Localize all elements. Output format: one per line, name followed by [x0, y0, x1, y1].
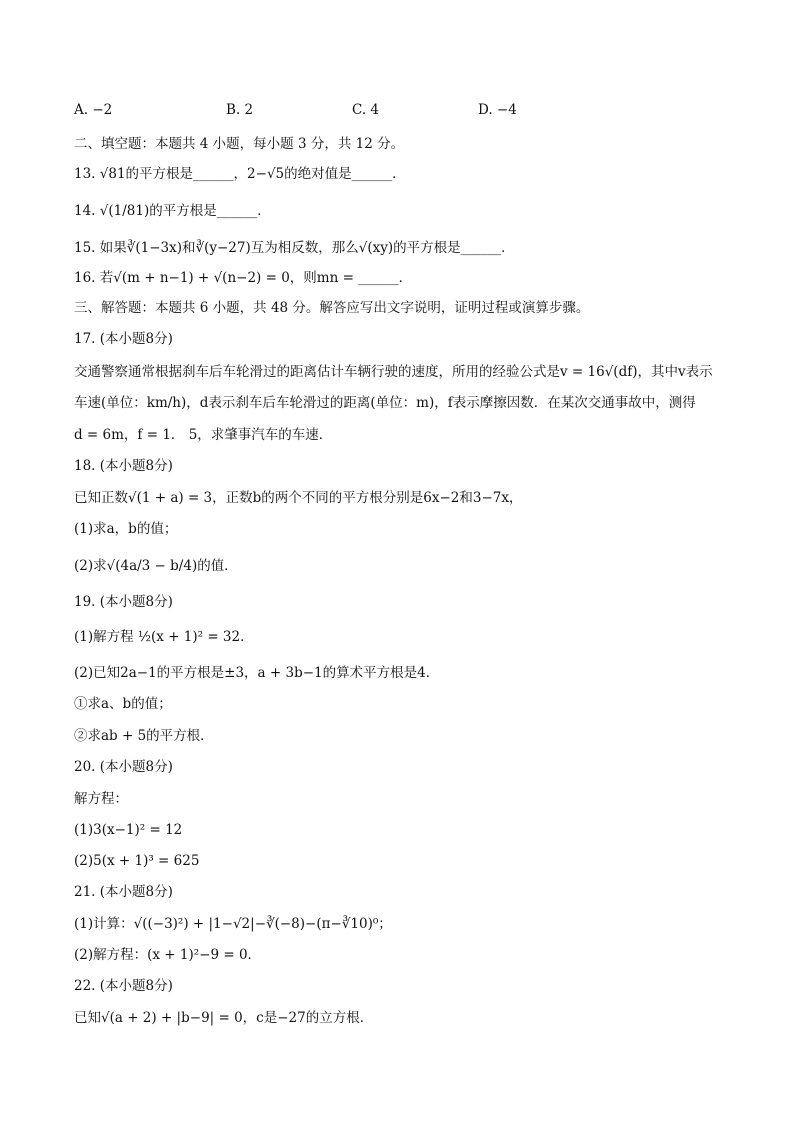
question-21-title: 21. (本小题8分)	[74, 884, 173, 900]
question-22-title: 22. (本小题8分)	[74, 978, 173, 994]
question-19-title: 19. (本小题8分)	[74, 594, 173, 610]
question-20-intro: 解方程：	[74, 791, 128, 807]
question-17-line-1: 交通警察通常根据刹车后车轮滑过的距离估计车辆行驶的速度，所用的经验公式是v = 16√(df)，其中v表示	[74, 364, 713, 380]
question-20-part-2: (2)5(x + 1)³ = 625	[74, 853, 200, 869]
question-16: 16. 若√(m + n−1) + √(n−2) = 0，则mn = ______．	[74, 270, 413, 286]
question-22-line-1: 已知√(a + 2) + |b−9| = 0，c是−27的立方根．	[74, 1010, 374, 1026]
choice-c: C. 4	[352, 102, 380, 118]
choice-b: B. 2	[226, 102, 254, 118]
question-21-part-2: (2)解方程：(x + 1)²−9 = 0．	[74, 947, 262, 963]
question-17-line-3: d = 6m，f = 1． 5，求肇事汽车的车速．	[74, 427, 333, 443]
question-18-line-1: 已知正数√(1 + a) = 3，正数b的两个不同的平方根分别是6x−2和3−7x，	[74, 490, 523, 506]
question-18-title: 18. (本小题8分)	[74, 458, 173, 474]
question-17-line-2: 车速(单位：km/h)，d表示刹车后车轮滑过的距离(单位：m)，f表示摩擦因数．在某次交通事故中，测得	[74, 395, 696, 411]
section-2-heading: 二、填空题：本题共 4 小题，每小题 3 分，共 12 分。	[74, 136, 405, 152]
question-18-part-1: (1)求a，b的值；	[74, 521, 178, 537]
question-19-part-2: (2)已知2a−1的平方根是±3，a + 3b−1的算术平方根是4．	[74, 665, 440, 681]
question-19-part-1: (1)解方程 ½(x + 1)² = 32．	[74, 629, 254, 645]
question-19-sub-2: ②求ab + 5的平方根．	[74, 728, 214, 744]
question-19-sub-1: ①求a、b的值；	[74, 696, 172, 712]
question-13: 13. √81的平方根是______，2−√5的绝对值是______．	[74, 166, 406, 182]
question-14: 14. √(1/81)的平方根是______．	[74, 203, 271, 219]
choice-d: D. −4	[478, 102, 517, 118]
choice-a: A. −2	[74, 102, 113, 118]
question-15: 15. 如果∛(1−3x)和∛(y−27)互为相反数，那么√(xy)的平方根是______．	[74, 240, 515, 256]
question-21-part-1: (1)计算：√((−3)²) + |1−√2|−∛(−8)−(π−∛10)⁰；	[74, 916, 392, 932]
question-17-title: 17. (本小题8分)	[74, 331, 173, 347]
question-20-part-1: (1)3(x−1)² = 12	[74, 822, 183, 838]
question-20-title: 20. (本小题8分)	[74, 759, 173, 775]
section-3-heading: 三、解答题：本题共 6 小题，共 48 分。解答应写出文字说明，证明过程或演算步骤。	[74, 300, 590, 316]
question-18-part-2: (2)求√(4a/3 − b/4)的值．	[74, 558, 238, 574]
